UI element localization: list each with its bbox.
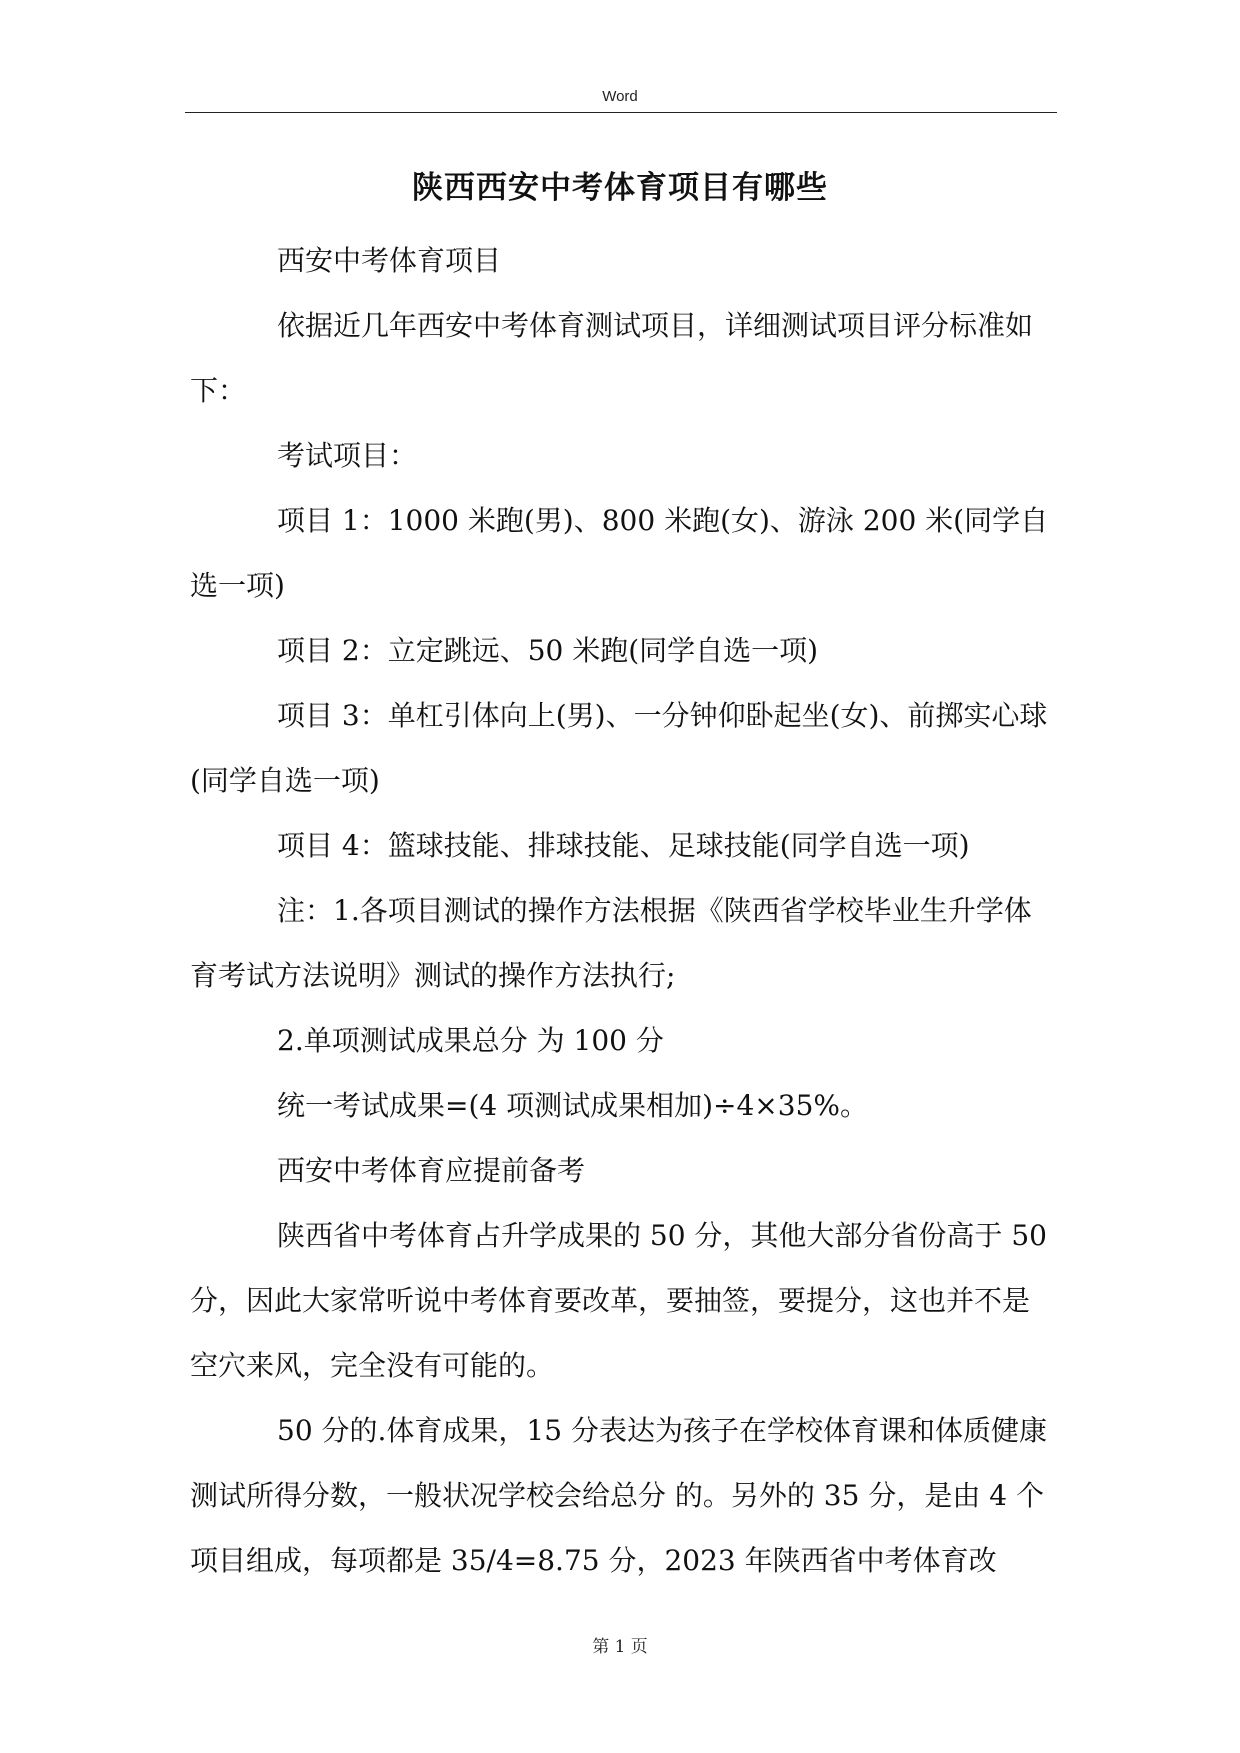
page-header: Word [602, 88, 638, 105]
paragraph: 西安中考体育项目 [277, 244, 502, 277]
paragraph: 2.单项测试成果总分 为 100 分 [277, 1024, 664, 1057]
paragraph: 统一考试成果=(4 项测试成果相加)÷4×35%。 [277, 1089, 868, 1122]
paragraph: 项目 1：1000 米跑(男)、800 米跑(女)、游泳 200 米(同学自选一项) [190, 504, 1049, 602]
header-divider [185, 112, 1057, 113]
paragraph: 注：1.各项目测试的操作方法根据《陕西省学校毕业生升学体育考试方法说明》测试的操作方法执行; [190, 894, 1032, 992]
paragraph: 考试项目： [277, 439, 418, 472]
paragraph: 项目 3：单杠引体向上(男)、一分钟仰卧起坐(女)、前掷实心球(同学自选一项) [190, 699, 1048, 797]
paragraph: 项目 2：立定跳远、50 米跑(同学自选一项) [277, 634, 819, 667]
paragraph: 50 分的.体育成果，15 分表达为孩子在学校体育课和体质健康测试所得分数，一般状况学校会给总分 的。另外的 35 分，是由 4 个项目组成，每项都是 35/4=8.75 分，2023 年陕西省中考体育改 [190, 1414, 1047, 1577]
paragraph: 依据近几年西安中考体育测试项目，详细测试项目评分标准如下： [190, 309, 1034, 407]
paragraph: 西安中考体育应提前备考 [277, 1154, 586, 1187]
paragraph: 陕西省中考体育占升学成果的 50 分，其他大部分省份高于 50 分，因此大家常听说中考体育要改革，要抽签，要提分，这也并不是空穴来风，完全没有可能的。 [190, 1219, 1047, 1382]
page-number: 第 1 页 [592, 1637, 648, 1657]
document-title: 陕西西安中考体育项目有哪些 [412, 170, 828, 206]
document-body [190, 228, 1055, 1593]
paragraph: 项目 4：篮球技能、排球技能、足球技能(同学自选一项) [277, 829, 970, 862]
